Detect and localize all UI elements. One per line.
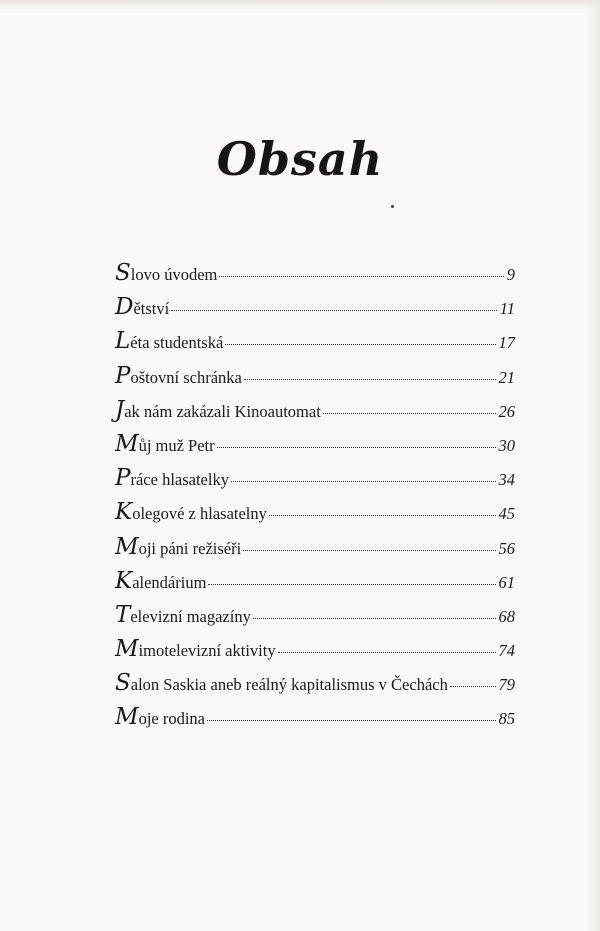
toc-entry-initial: T (115, 601, 131, 628)
toc-entry[interactable] (115, 601, 515, 638)
dot-leader (278, 652, 496, 653)
toc-entry[interactable] (115, 262, 515, 296)
toc-entry-initial: M (115, 430, 139, 457)
toc-entry-page: 11 (499, 299, 515, 319)
toc-entry[interactable] (115, 567, 515, 604)
dot-leader (253, 618, 496, 619)
toc-entry[interactable] (115, 638, 515, 672)
toc-entry-page: 74 (498, 641, 515, 661)
toc-entry[interactable] (115, 362, 515, 399)
toc-entry-initial: D (115, 294, 134, 321)
toc-entry-page: 68 (498, 606, 515, 626)
toc-entry-initial: K (115, 567, 133, 594)
toc-entry-initial: S (115, 670, 131, 697)
toc-entry-page: 34 (498, 470, 515, 490)
toc-entry-initial: P (115, 465, 131, 492)
toc-entry[interactable] (115, 501, 515, 535)
toc-entry-title: lovo úvodem (130, 265, 218, 284)
toc-entry-initial: J (115, 396, 125, 423)
toc-entry[interactable] (115, 296, 515, 330)
dot-leader (243, 550, 495, 551)
toc-entry-page: 45 (498, 504, 515, 524)
dot-leader (323, 413, 496, 414)
toc-entry[interactable] (115, 533, 515, 570)
dot-leader (217, 447, 496, 448)
toc-entry[interactable] (115, 672, 515, 706)
dot-leader (208, 584, 495, 585)
toc-entry[interactable] (115, 467, 515, 501)
toc-entry-title: alendárium (132, 572, 207, 592)
toc-entry-page: 17 (498, 333, 515, 353)
toc-entry-page: 61 (498, 572, 515, 592)
toc-entry-initial: P (115, 362, 131, 389)
toc-entry-title: oštovní schránka (130, 367, 242, 387)
dot-leader (244, 379, 496, 380)
toc-entry-initial: M (115, 636, 139, 663)
dot-leader (231, 481, 496, 482)
toc-entry-title: elevizní magazíny (130, 606, 251, 626)
toc-entry-title: oje rodina (138, 709, 205, 729)
toc-entry-initial: M (115, 533, 139, 560)
toc-entry[interactable] (115, 396, 515, 433)
toc-entry-page: 30 (498, 435, 515, 455)
toc-entry-title: oji páni režiséři (138, 538, 242, 558)
page-edge-shadow (0, 0, 600, 10)
toc-entry-page: 79 (498, 675, 515, 695)
toc-entry[interactable] (115, 330, 515, 364)
toc-entry-initial: S (115, 260, 131, 286)
toc-entry-page: 21 (498, 367, 515, 387)
toc-entry-page: 9 (506, 265, 515, 284)
toc-entry-title: olegové z hlasatelny (132, 504, 267, 524)
toc-entry-initial: M (115, 704, 139, 731)
dot-leader (219, 276, 503, 277)
dot-leader (269, 515, 496, 516)
toc-entry[interactable] (115, 430, 515, 467)
dot-leader (450, 686, 496, 687)
ink-speck (391, 205, 394, 208)
toc-entry-page: 85 (498, 709, 515, 729)
toc-entry-initial: L (115, 328, 131, 355)
toc-entry-title: éta studentská (130, 333, 224, 353)
toc-entry-title: ráce hlasatelky (130, 470, 229, 490)
toc-entry-page: 56 (498, 538, 515, 558)
toc-entry-title: ak nám zakázali Kinoautomat (124, 401, 321, 421)
dot-leader (171, 310, 497, 311)
table-of-contents (115, 262, 515, 741)
page-title: Obsah (216, 132, 384, 186)
dot-leader (225, 344, 495, 345)
toc-entry-title: ětství (133, 299, 170, 319)
toc-entry-title: imotelevizní aktivity (138, 641, 276, 661)
toc-entry-initial: K (115, 499, 133, 526)
toc-entry-title: alon Saskia aneb reálný kapitalismus v Čechách (130, 675, 448, 695)
dot-leader (207, 720, 496, 721)
toc-entry-title: ůj muž Petr (138, 435, 215, 455)
toc-entry-page: 26 (498, 401, 515, 421)
toc-entry[interactable] (115, 706, 515, 740)
